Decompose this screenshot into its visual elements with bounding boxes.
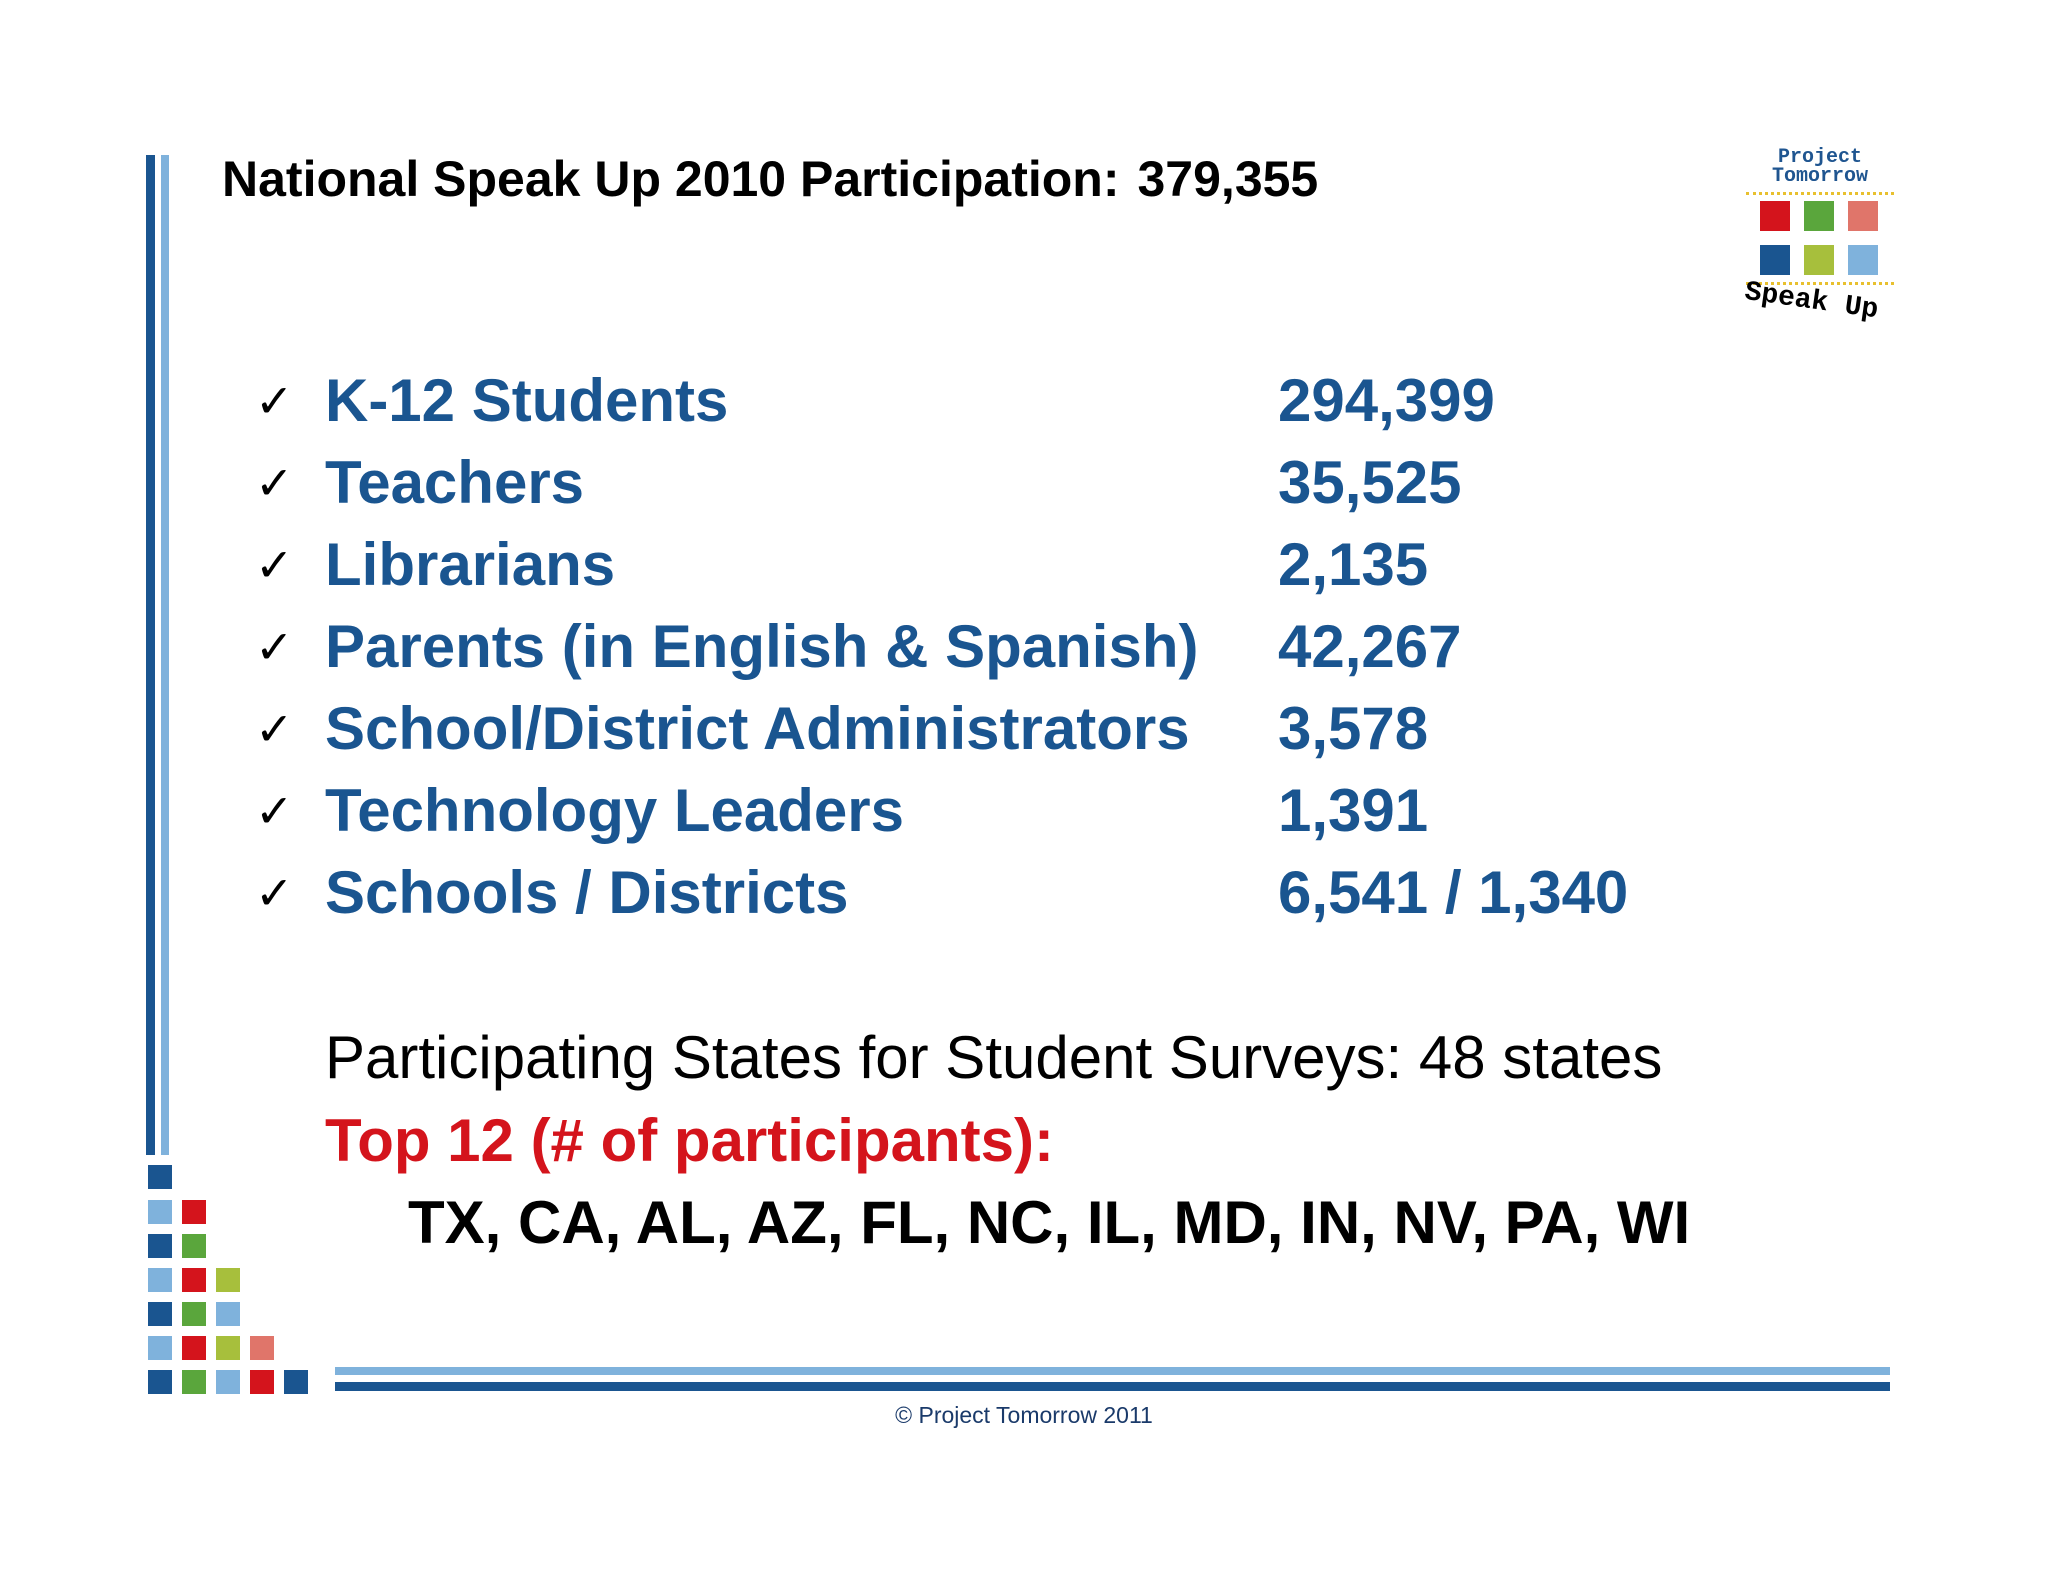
corner-square [284,1370,308,1394]
corner-square [182,1336,206,1360]
corner-square [182,1302,206,1326]
check-mark-icon: ✓ [255,456,294,510]
corner-square [148,1234,172,1258]
logo-top-divider [1746,192,1894,195]
top12-state-list: TX, CA, AL, AZ, FL, NC, IL, MD, IN, NV, PA, WI [408,1189,1691,1256]
corner-square [216,1370,240,1394]
participant-count: 6,541 / 1,340 [1278,859,1629,926]
corner-square [182,1234,206,1258]
logo-square [1760,245,1790,275]
page-title [222,150,1318,208]
participant-count: 3,578 [1278,695,1429,762]
copyright-footer: © Project Tomorrow 2011 [895,1402,1153,1428]
bottom-divider-light [335,1367,1890,1375]
project-tomorrow-logo [1740,145,1900,335]
corner-square [250,1336,274,1360]
check-mark-icon: ✓ [255,702,294,756]
corner-square [148,1200,172,1224]
corner-square [216,1302,240,1326]
corner-square [216,1336,240,1360]
bottom-divider-dark [335,1382,1890,1391]
logo-square [1760,201,1790,231]
left-accent-bar-dark [146,155,155,1155]
logo-tagline: Speak Up [1742,277,1881,327]
corner-square [182,1370,206,1394]
check-mark-icon: ✓ [255,866,294,920]
corner-square [148,1370,172,1394]
corner-square [148,1302,172,1326]
logo-square [1804,245,1834,275]
corner-square [216,1268,240,1292]
logo-line-project: Project [1777,146,1862,169]
check-mark-icon: ✓ [255,620,294,674]
check-mark-icon: ✓ [255,374,294,428]
participating-states-line: Participating States for Student Surveys: 48 states [325,1024,1663,1091]
participant-count: 2,135 [1278,531,1429,598]
corner-square [182,1200,206,1224]
check-mark-icon: ✓ [255,538,294,592]
title-total: 379,355 [1137,151,1319,207]
participant-label: Technology Leaders [325,777,905,844]
logo-square [1848,201,1878,231]
logo-square [1804,201,1834,231]
participant-label: School/District Administrators [325,695,1190,762]
corner-square [182,1268,206,1292]
participant-label: Schools / Districts [325,859,849,926]
logo-line-tomorrow: Tomorrow [1771,165,1868,188]
title-label: National Speak Up 2010 Participation: [222,151,1120,207]
corner-square [148,1336,172,1360]
participant-count: 42,267 [1278,613,1462,680]
top12-heading: Top 12 (# of participants): [325,1107,1054,1174]
participant-label: Teachers [325,449,585,516]
participant-count: 35,525 [1278,449,1462,516]
participant-count: 294,399 [1278,367,1495,434]
participant-label: K-12 Students [325,367,729,434]
corner-square [148,1165,172,1189]
participant-count: 1,391 [1278,777,1429,844]
left-accent-bar-light [161,155,169,1155]
participant-label: Parents (in English & Spanish) [325,613,1199,680]
corner-square [250,1370,274,1394]
participant-label: Librarians [325,531,616,598]
corner-square [148,1268,172,1292]
logo-square [1848,245,1878,275]
check-mark-icon: ✓ [255,784,294,838]
